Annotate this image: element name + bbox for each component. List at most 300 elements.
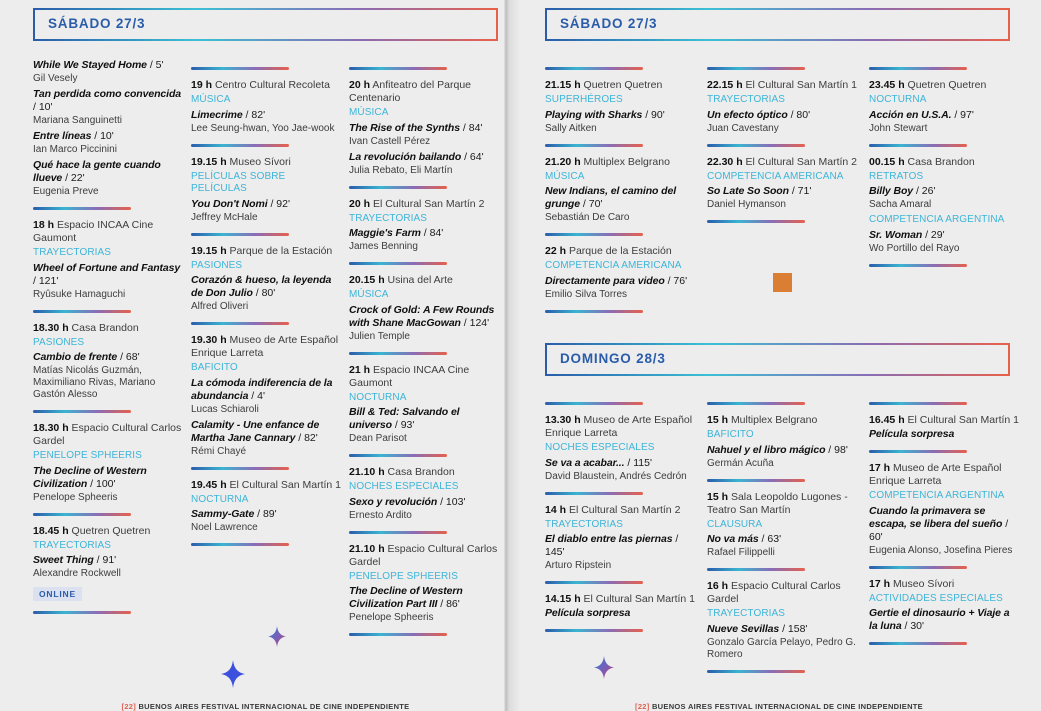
film-entry <box>33 351 183 364</box>
screening-block <box>707 580 857 661</box>
film-duration: / 92' <box>267 197 290 210</box>
film-entry <box>545 607 695 620</box>
day-header-label: SÁBADO 27/3 <box>560 16 658 31</box>
film-duration: / 100' <box>87 477 116 490</box>
film-duration: / 80' <box>252 287 276 299</box>
screening-time: 17 h <box>869 577 891 590</box>
film-title: Qué hace la gente cuando llueve <box>33 159 161 184</box>
film-director: Ernesto Ardito <box>349 509 412 521</box>
film-duration: / 64' <box>461 150 484 163</box>
screening-time: 14 h <box>545 503 567 516</box>
film-entry <box>869 185 1019 198</box>
category-label: NOCTURNA <box>869 94 927 105</box>
screening-when <box>707 491 857 517</box>
film-director: Rafael Filippelli <box>707 547 775 558</box>
venue-name: El Cultural San Martín 2 <box>568 503 681 516</box>
film-duration: / 90' <box>642 108 665 121</box>
film-title: Crock of Gold: A Few Rounds with Shane MacGowan <box>349 303 495 329</box>
category-label: TRAYECTORIAS <box>707 94 786 105</box>
screening-time: 23.45 h <box>869 79 905 91</box>
day-section <box>33 8 500 645</box>
screening-when <box>349 198 499 211</box>
film-entry <box>191 198 341 211</box>
category-label: CLAUSURA <box>707 518 763 530</box>
screening-block <box>191 479 341 535</box>
film-duration: / 82' <box>295 431 318 444</box>
divider-rule <box>545 629 643 632</box>
category-label: COMPETENCIA ARGENTINA <box>869 214 1005 225</box>
category-label: MÚSICA <box>349 107 389 118</box>
screening-block <box>869 462 1019 557</box>
screening-time: 15 h <box>707 490 729 503</box>
venue-name: Quetren Quetren <box>907 79 987 91</box>
film-title: Billy Boy <box>869 185 914 197</box>
screening-when <box>191 156 341 169</box>
venue-name: Multiplex Belgrano <box>730 414 818 426</box>
film-duration: / 145' <box>545 533 679 558</box>
category-label: PELÍCULAS SOBRE PELÍCULAS <box>191 170 286 194</box>
screening-when <box>33 422 183 448</box>
film-duration: / 10' <box>33 101 53 113</box>
divider-rule <box>707 568 805 571</box>
film-duration: / 68' <box>117 351 140 363</box>
divider-rule <box>191 144 289 147</box>
film-title: La cómoda indiferencia de la abundancia <box>191 376 333 402</box>
screening-time: 18.45 h <box>33 524 69 537</box>
screening-block <box>545 79 695 135</box>
day-header <box>33 8 498 41</box>
film-director: Emilio Silva Torres <box>545 288 628 300</box>
venue-name: El Cultural San Martín 2 <box>745 155 857 168</box>
film-entry <box>33 465 183 491</box>
film-title: Tan perdida como convencida <box>33 88 182 100</box>
venue-name: Quetren Quetren <box>71 524 151 537</box>
divider-rule <box>33 207 131 210</box>
film-entry <box>33 130 183 143</box>
film-duration: / 97' <box>951 108 974 121</box>
film-title: The Decline of Western Civilization Part III <box>349 585 463 610</box>
film-title: You Don't Nomi <box>191 197 268 210</box>
footer-festival-name: BUENOS AIRES FESTIVAL INTERNACIONAL DE CINE INDEPENDIENTE <box>651 702 923 711</box>
screening-time: 00.15 h <box>869 155 905 168</box>
film-entry <box>869 428 1019 441</box>
film-director: Jeffrey McHale <box>191 211 258 223</box>
footer-page-number: [22] <box>121 702 137 711</box>
column-content <box>869 67 1019 325</box>
film-director: Sally Aitken <box>545 122 597 134</box>
screening-time: 21.10 h <box>349 542 385 555</box>
screening-block <box>191 79 341 135</box>
screening-time: 21.15 h <box>545 79 581 91</box>
divider-rule <box>191 467 289 470</box>
divider-rule <box>545 67 643 70</box>
screening-block <box>33 59 183 198</box>
column-content <box>191 67 341 546</box>
screening-when <box>349 466 499 479</box>
screening-block <box>349 364 499 446</box>
film-director: Penelope Spheeris <box>349 612 434 623</box>
film-director: Daniel Hymanson <box>707 199 786 210</box>
screening-when <box>191 245 341 258</box>
screening-block <box>545 414 695 483</box>
screening-block <box>349 198 499 254</box>
page-right <box>520 0 1041 711</box>
columns-row <box>33 58 500 645</box>
divider-rule <box>349 454 447 457</box>
online-badge: ONLINE <box>33 587 82 601</box>
film-duration: / 91' <box>93 554 117 566</box>
divider-rule <box>545 402 643 405</box>
film-title: The Decline of Western Civilization <box>33 464 147 490</box>
film-director: Julia Rebato, Eli Martín <box>349 164 453 176</box>
screening-time: 21 h <box>349 363 371 376</box>
venue-name: Quetren Quetren <box>583 79 663 91</box>
film-entry <box>545 533 695 559</box>
screening-when <box>191 79 341 92</box>
category-label: SUPERHÉROES <box>545 94 623 105</box>
venue-name: El Cultural San Martín 2 <box>372 197 485 210</box>
category-label: NOCTURNA <box>349 391 407 403</box>
film-duration: / 84' <box>420 227 444 239</box>
screening-when <box>545 156 695 169</box>
divider-rule <box>545 144 643 147</box>
screening-when <box>349 364 499 390</box>
screening-block <box>33 219 183 301</box>
venue-name: Museo de Arte Español Enrique Larreta <box>545 414 693 439</box>
screening-block <box>707 79 857 135</box>
film-duration: / 63' <box>758 533 782 545</box>
divider-rule <box>545 492 643 495</box>
schedule-column <box>545 58 695 325</box>
screening-block <box>349 466 499 522</box>
film-title: Bill & Ted: Salvando el universo <box>349 406 460 431</box>
divider-rule <box>707 670 805 673</box>
film-title: Entre líneas <box>33 130 92 142</box>
category-label: MÚSICA <box>349 289 389 300</box>
screening-when <box>545 504 695 517</box>
venue-name: Usina del Arte <box>387 274 453 286</box>
film-title: Directamente para video <box>545 274 665 287</box>
column-content <box>545 67 695 325</box>
film-entry <box>33 88 183 114</box>
film-entry <box>545 185 695 211</box>
screening-when <box>545 245 695 258</box>
film-title: No va más <box>707 533 759 545</box>
footer-left <box>33 702 498 711</box>
screening-block <box>545 593 695 620</box>
screening-when <box>869 462 1019 488</box>
venue-name: Parque de la Estación <box>229 244 333 257</box>
screening-block <box>191 334 341 458</box>
film-director: Mariana Sanguinetti <box>33 115 122 126</box>
venue-name: Espacio Cultural Carlos Gardel <box>707 580 841 605</box>
screening-when <box>191 479 341 492</box>
venue-name: Casa Brandon <box>387 466 455 478</box>
screening-when <box>869 578 1019 591</box>
screening-time: 19 h <box>191 79 213 91</box>
film-duration: / 70' <box>579 198 603 210</box>
screening-block <box>191 245 341 314</box>
screening-when <box>869 156 1019 169</box>
footer-festival-name: BUENOS AIRES FESTIVAL INTERNACIONAL DE CINE INDEPENDIENTE <box>138 702 410 711</box>
film-director: Rémi Chayé <box>191 445 247 457</box>
film-director: Sacha Amaral <box>869 199 932 210</box>
film-duration: / 124' <box>460 316 490 329</box>
film-title: El diablo entre las piernas <box>545 533 673 545</box>
film-duration: / 76' <box>664 274 688 287</box>
venue-name: El Cultural San Martín 1 <box>745 79 857 91</box>
film-director: Gonzalo García Pelayo, Pedro G. Romero <box>707 636 856 660</box>
screening-when <box>545 79 695 92</box>
film-title: Cuando la primavera se escapa, se libera del sueño <box>869 504 1003 530</box>
film-entry <box>191 508 341 521</box>
venue-name: Museo Sívori <box>229 155 291 168</box>
screening-when <box>349 543 499 569</box>
screening-block <box>869 578 1019 634</box>
divider-rule <box>349 67 447 70</box>
venue-name: El Cultural San Martín 1 <box>583 593 695 605</box>
venue-name: Museo de Arte Español Enrique Larreta <box>191 334 339 359</box>
film-director: Alexandre Rockwell <box>33 568 121 579</box>
divider-rule <box>545 581 643 584</box>
film-duration: / 115' <box>624 456 652 469</box>
screening-time: 16 h <box>707 580 729 592</box>
film-director: Arturo Ripstein <box>545 560 612 571</box>
screening-time: 18.30 h <box>33 422 69 434</box>
category-label: MÚSICA <box>191 94 231 105</box>
category-label: COMPETENCIA AMERICANA <box>707 170 844 182</box>
category-label: NOCHES ESPECIALES <box>545 442 655 453</box>
category-label: COMPETENCIA ARGENTINA <box>869 490 1005 501</box>
screening-time: 18.30 h <box>33 321 69 334</box>
divider-rule <box>349 186 447 189</box>
screening-block <box>545 245 695 301</box>
category-label: BAFICITO <box>707 429 754 440</box>
footer-page-number: [22] <box>635 702 650 711</box>
film-entry <box>707 185 857 198</box>
divider-rule <box>191 67 289 70</box>
film-title: Sexo y revolución <box>349 495 438 508</box>
screening-block <box>869 414 1019 441</box>
film-entry <box>349 151 499 164</box>
columns-row <box>545 393 1035 682</box>
day-header <box>545 8 1010 41</box>
page-left <box>0 0 506 711</box>
film-title: Nahuel y el libro mágico <box>707 443 826 456</box>
film-director: John Stewart <box>869 122 928 134</box>
film-entry <box>707 444 857 457</box>
schedule-column <box>869 393 1019 682</box>
film-entry <box>707 533 857 546</box>
film-entry <box>33 59 183 72</box>
divider-rule <box>869 566 967 569</box>
screening-block <box>33 322 183 402</box>
screening-when <box>707 580 857 606</box>
film-entry <box>545 275 695 288</box>
film-title: Película sorpresa <box>869 428 955 440</box>
film-entry <box>349 585 499 611</box>
screening-time: 16.45 h <box>869 414 905 426</box>
category-label: PASIONES <box>191 259 243 271</box>
category-label: COMPETENCIA AMERICANA <box>545 260 682 271</box>
film-title: Sweet Thing <box>33 554 94 566</box>
screening-time: 14.15 h <box>545 593 581 605</box>
screening-when <box>869 414 1019 427</box>
divider-rule <box>707 220 805 223</box>
film-title: Limecrime <box>191 108 243 121</box>
film-duration: / 71' <box>788 185 812 197</box>
film-entry <box>349 304 499 330</box>
film-title: Se va a acabar... <box>545 456 625 469</box>
film-entry <box>349 227 499 240</box>
venue-name: Espacio INCAA Cine Gaumont <box>33 219 154 244</box>
screening-block <box>349 543 499 625</box>
divider-rule <box>33 410 131 413</box>
venue-name: Anfiteatro del Parque Centenario <box>349 79 472 104</box>
film-duration: / 93' <box>391 419 415 431</box>
film-director: Julien Temple <box>349 330 410 342</box>
screening-block <box>349 79 499 177</box>
screening-time: 19.15 h <box>191 244 227 257</box>
screening-when <box>545 593 695 606</box>
film-duration: / 103' <box>437 495 466 508</box>
category-label: BAFICITO <box>191 362 238 373</box>
category-label: TRAYECTORIAS <box>707 608 786 619</box>
film-director: Ryûsuke Hamaguchi <box>33 288 126 300</box>
film-title: Corazón & hueso, la leyenda de Don Julio <box>191 274 332 299</box>
day-header <box>545 343 1010 376</box>
divider-rule <box>349 352 447 355</box>
screening-time: 21.20 h <box>545 155 581 168</box>
divider-rule <box>707 402 805 405</box>
screening-when <box>33 525 183 538</box>
sparkle-gradient-icon <box>268 626 286 652</box>
divider-rule <box>33 513 131 516</box>
film-duration: / 158' <box>779 622 808 635</box>
divider-rule <box>349 262 447 265</box>
film-title: Sammy-Gate <box>191 508 255 520</box>
film-director: Penelope Spheeris <box>33 491 118 503</box>
category-label: RETRATOS <box>869 170 924 182</box>
film-title: Nueve Sevillas <box>707 622 780 635</box>
film-entry <box>869 229 1019 242</box>
venue-name: Espacio Cultural Carlos Gardel <box>349 542 498 568</box>
screening-block <box>191 156 341 224</box>
screening-time: 20 h <box>349 197 371 210</box>
screening-when <box>33 322 183 335</box>
screening-when <box>545 414 695 440</box>
screening-time: 22.30 h <box>707 155 743 168</box>
divider-rule <box>869 264 967 267</box>
screening-when <box>349 79 499 105</box>
film-title: Calamity - Une enfance de Martha Jane Cannary <box>191 418 320 444</box>
schedule-column <box>33 58 183 645</box>
film-director: Alfred Oliveri <box>191 301 249 312</box>
film-duration: / 98' <box>825 443 848 456</box>
film-director: Gil Vesely <box>33 73 78 84</box>
screening-when <box>33 219 183 245</box>
screening-when <box>349 274 499 287</box>
film-director: Eugenia Preve <box>33 186 99 197</box>
film-duration: / 22' <box>62 172 85 184</box>
venue-name: El Cultural San Martín 1 <box>229 478 341 491</box>
category-label: PENELOPE SPHEERIS <box>349 570 458 582</box>
film-entry <box>869 109 1019 122</box>
film-duration: / 26' <box>913 185 936 197</box>
screening-time: 21.10 h <box>349 466 385 478</box>
venue-name: Museo de Arte Español Enrique Larreta <box>869 462 1002 487</box>
category-label: TRAYECTORIAS <box>33 539 112 551</box>
film-entry <box>707 623 857 636</box>
film-director: Sebastián De Caro <box>545 212 630 223</box>
film-title: Gertie el dinosaurio + Viaje a la luna <box>869 607 1010 632</box>
screening-block <box>707 491 857 560</box>
category-label: ACTIVIDADES ESPECIALES <box>869 592 1003 604</box>
category-label: MÚSICA <box>545 170 585 182</box>
screening-block <box>349 274 499 343</box>
screening-block <box>869 156 1019 255</box>
screening-time: 19.15 h <box>191 155 227 168</box>
venue-name: Sala Leopoldo Lugones - Teatro San Martín <box>707 490 848 516</box>
divider-rule <box>545 310 643 313</box>
divider-rule <box>707 479 805 482</box>
film-entry <box>545 457 695 470</box>
film-entry <box>545 109 695 122</box>
category-label: NOCTURNA <box>191 493 249 505</box>
screening-time: 17 h <box>869 462 891 474</box>
divider-rule <box>33 310 131 313</box>
divider-rule <box>707 144 805 147</box>
divider-rule <box>191 322 289 325</box>
film-director: Wo Portillo del Rayo <box>869 242 960 254</box>
divider-rule <box>191 233 289 236</box>
category-label: TRAYECTORIAS <box>349 212 428 224</box>
film-director: Eugenia Alonso, Josefina Pieres <box>869 544 1013 556</box>
category-label: PENELOPE SPHEERIS <box>33 450 142 461</box>
screening-time: 20 h <box>349 79 371 91</box>
screening-block <box>33 525 183 603</box>
column-content <box>869 402 1019 645</box>
film-director: Ian Marco Piccinini <box>33 144 117 155</box>
film-duration: / 10' <box>91 130 114 142</box>
film-duration: / 86' <box>437 598 460 610</box>
column-content <box>33 59 183 614</box>
film-entry <box>349 496 499 509</box>
screening-when <box>191 334 341 360</box>
film-title: Cambio de frente <box>33 351 118 363</box>
divider-rule <box>349 531 447 534</box>
film-director: Noel Lawrence <box>191 522 258 533</box>
film-duration: / 80' <box>787 108 811 121</box>
divider-rule <box>191 543 289 546</box>
screening-block <box>545 156 695 225</box>
screening-time: 22.15 h <box>707 79 743 91</box>
screening-time: 15 h <box>707 414 729 426</box>
film-director: Ivan Castell Pérez <box>349 135 431 147</box>
film-director: Germán Acuña <box>707 457 774 469</box>
film-title: New Indians, el camino del grunge <box>545 185 677 210</box>
divider-rule <box>869 402 967 405</box>
film-title: Acción en U.S.A. <box>869 108 952 121</box>
column-content <box>349 67 499 636</box>
film-director: Dean Parisot <box>349 433 407 444</box>
film-title: Película sorpresa <box>545 607 631 619</box>
film-title: Un efecto óptico <box>707 108 788 121</box>
film-entry <box>869 505 1019 544</box>
day-header-label: DOMINGO 28/3 <box>560 351 666 366</box>
divider-rule <box>349 633 447 636</box>
film-duration: / 29' <box>922 228 945 241</box>
